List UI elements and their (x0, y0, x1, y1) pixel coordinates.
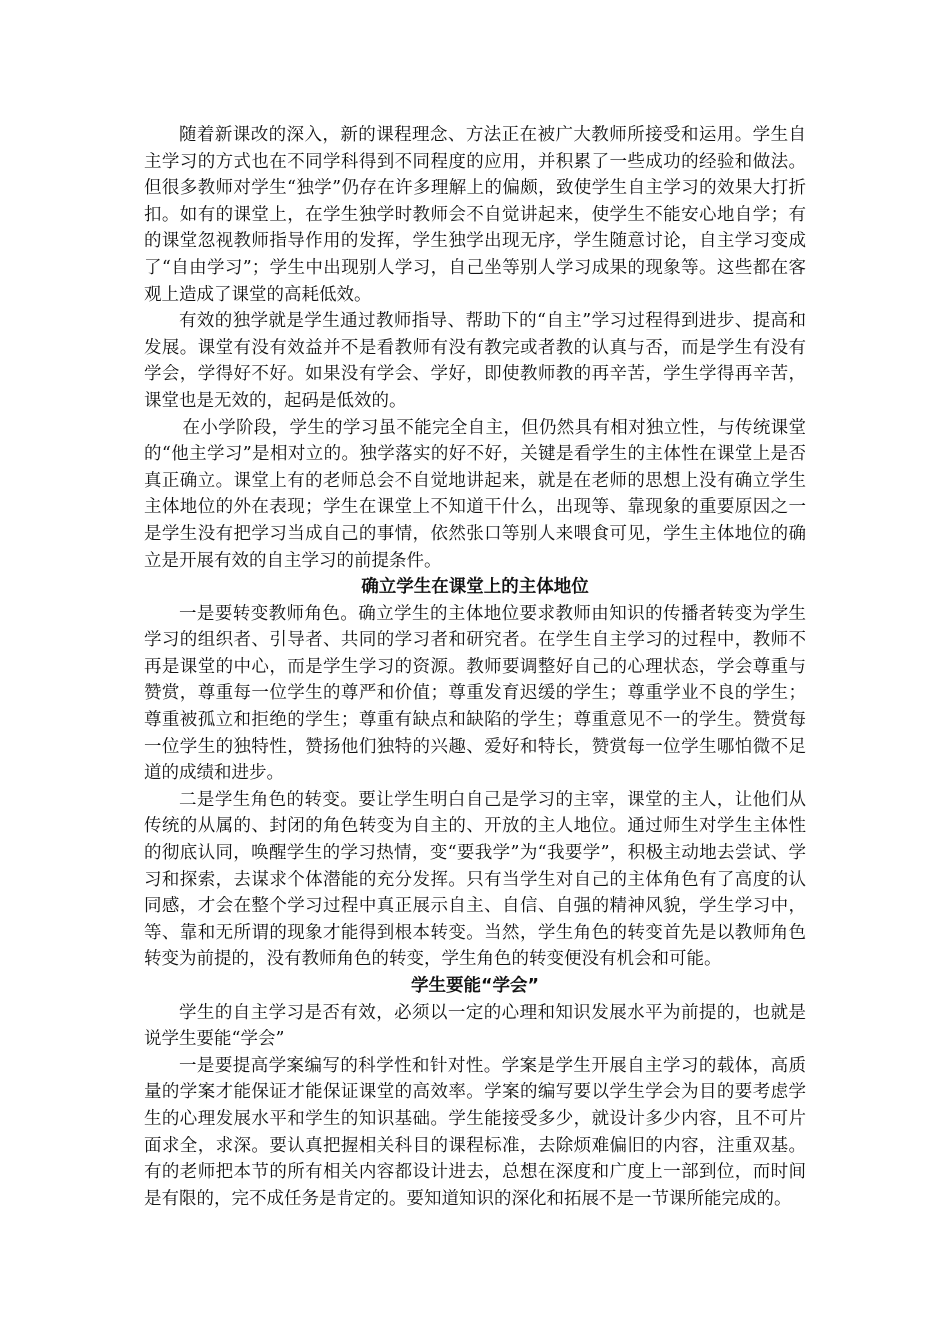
section1-paragraph-2: 二是学生角色的转变。要让学生明白自己是学习的主宰，课堂的主人，让他们从传统的从属的、封闭的角色转变为自主的、开放的主人地位。通过师生对学生主体性的彻底认同，唤醒学生的学习热情，变“要我学”为“我要学”，积极主动地去尝试、学习和探索，去谋求个体潜能的充分发挥。只有当学生对自己的主体角色有了高度的认同感，才会在整个学习过程中真正展示自主、自信、自强的精神风貌，学生学习中，等、靠和无所谓的现象才能得到根本转变。当然，学生角色的转变首先是以教师角色转变为前提的，没有教师角色的转变，学生角色的转变便没有机会和可能。 (144, 789, 806, 970)
document-page (144, 122, 806, 1212)
section-heading-learn: 学生要能“学会” (410, 976, 539, 996)
section1-paragraph-1: 一是要转变教师角色。确立学生的主体地位要求教师由知识的传播者转变为学生学习的组织者、引导者、共同的学习者和研究者。在学生自主学习的过程中，教师不再是课堂的中心，而是学生学习的资源。教师要调整好自己的心理状态，学会尊重与赞赏，尊重每一位学生的尊严和价值；尊重发育迟缓的学生；尊重学业不良的学生；尊重被孤立和拒绝的学生；尊重有缺点和缺陷的学生；尊重意见不一的学生。赞赏每一位学生的独特性，赞扬他们独特的兴趣、爱好和特长，赞赏每一位学生哪怕微不足道的成绩和进步。 (144, 603, 806, 784)
intro-paragraph-3: 在小学阶段，学生的学习虽不能完全自主，但仍然具有相对独立性，与传统课堂的“他主学习”是相对立的。独学落实的好不好，关键是看学生的主体性在课堂上是否真正确立。课堂上有的老师总会不自觉地讲起来，就是在老师的思想上没有确立学生主体地位的外在表现；学生在课堂上不知道干什么，出现等、靠现象的重要原因之一是学生没有把学习当成自己的事情，依然张口等别人来喂食可见，学生主体地位的确立是开展有效的自主学习的前提条件。 (144, 417, 806, 571)
section2-paragraph-2: 一是要提高学案编写的科学性和针对性。学案是学生开展自主学习的载体，高质量的学案才能保证才能保证课堂的高效率。学案的编写要以学生学会为目的要考虑学生的心理发展水平和学生的知识基础。学生能接受多少，就设计多少内容，且不可片面求全，求深。要认真把握相关科目的课程标准，去除烦难偏旧的内容，注重双基。有的老师把本节的所有相关内容都设计进去，总想在深度和广度上一部到位，而时间是有限的，完不成任务是肯定的。要知道知识的深化和拓展不是一节课所能完成的。 (144, 1055, 806, 1209)
section2-paragraph-1: 学生的自主学习是否有效，必须以一定的心理和知识发展水平为前提的，也就是说学生要能“学会” (144, 1002, 806, 1050)
intro-paragraph-2: 有效的独学就是学生通过教师指导、帮助下的“自主”学习过程得到进步、提高和发展。课堂有没有效益并不是看教师有没有教完或者教的认真与否，而是学生有没有学会，学得好不好。如果没有学会、学好，即使教师教的再辛苦，学生学得再辛苦，课堂也是无效的，起码是低效的。 (144, 311, 806, 411)
section-heading-student-subject: 确立学生在课堂上的主体地位 (361, 577, 589, 598)
intro-paragraph-1: 随着新课改的深入，新的课程理念、方法正在被广大教师所接受和运用。学生自主学习的方式也在不同学科得到不同程度的应用，并积累了一些成功的经验和做法。但很多教师对学生“独学”仍存在许多理解上的偏颇，致使学生自主学习的效果大打折扣。如有的课堂上，在学生独学时教师会不自觉讲起来，使学生不能安心地自学；有的课堂忽视教师指导作用的发挥，学生独学出现无序，学生随意讨论，自主学习变成了“自由学习”；学生中出现别人学习，自己坐等别人学习成果的现象等。这些都在客观上造成了课堂的高耗低效。 (144, 125, 806, 305)
